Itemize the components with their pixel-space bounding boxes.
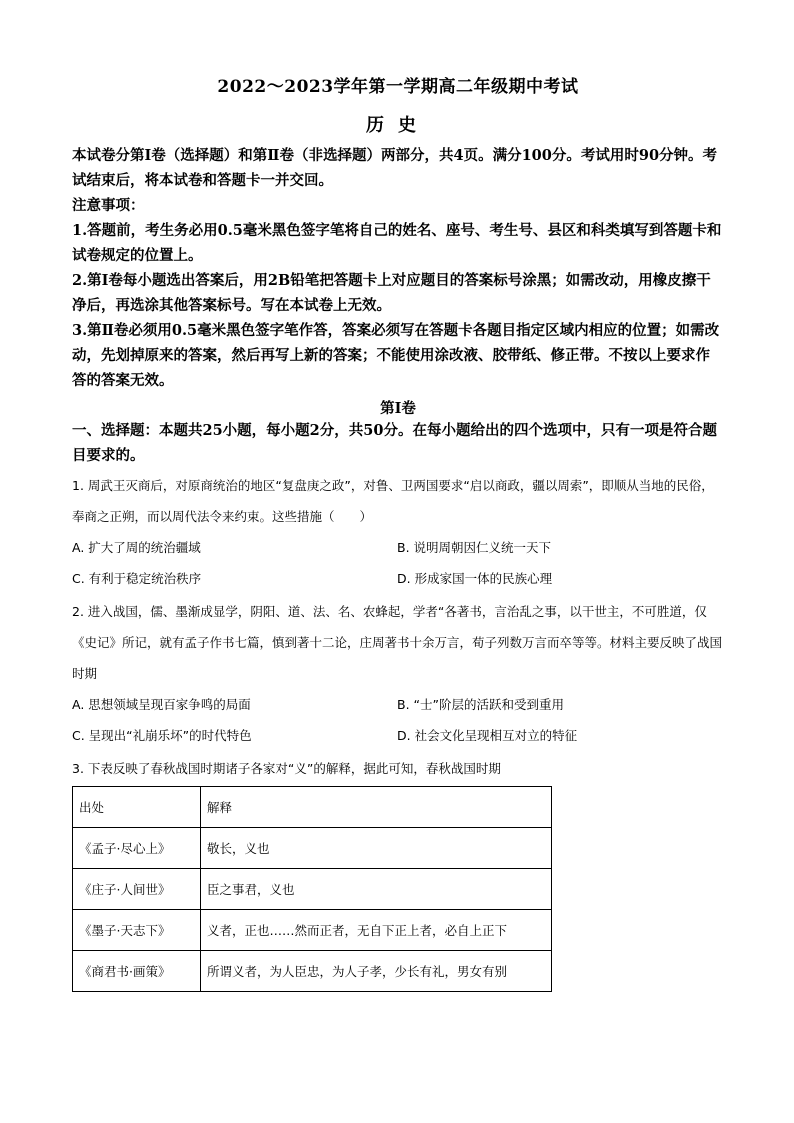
table-header-cell: 解释 (201, 787, 552, 828)
question-2 (72, 596, 724, 751)
table-header-cell: 出处 (73, 787, 201, 828)
question-options (72, 689, 724, 751)
option-d[interactable]: D. 形成家国一体的民族心理 (397, 571, 553, 586)
option-c[interactable]: C. 有利于稳定统治秩序 (72, 571, 202, 586)
table-row (73, 828, 552, 869)
question-stem: 3. 下表反映了春秋战国时期诸子各家对“义”的解释，据此可知，春秋战国时期 (72, 761, 501, 776)
table-row (73, 910, 552, 951)
question-stem: 1. 周武王灭商后，对原商统治的地区“复盘庚之政”，对鲁、卫两国要求“启以商政，疆以周索”，即顺从当地的民俗，奉商之正朔，而以周代法令来约束。这些措施（ ） (72, 478, 714, 524)
exam-title: 2022～2023学年第一学期高二年级期中考试 (217, 77, 579, 97)
option-a[interactable]: A. 扩大了周的统治疆域 (72, 540, 201, 555)
notice-item: 1.答题前，考生务必用0.5毫米黑色签字笔将自己的姓名、座号、考生号、县区和科类填写到答题卡和试卷规定的位置上。 (72, 222, 722, 264)
table-cell: 臣之事君，义也 (201, 869, 552, 910)
table-cell: 《孟子·尽心上》 (73, 828, 201, 869)
exam-page (72, 60, 724, 992)
table-cell: 敬长，义也 (201, 828, 552, 869)
table-row (73, 951, 552, 992)
question-options (72, 532, 724, 594)
table-cell: 所谓义者，为人臣忠，为人子孝，少长有礼，男女有别 (201, 951, 552, 992)
notice-item: 3.第Ⅱ卷必须用0.5毫米黑色签字笔作答，答案必须写在答题卡各题目指定区域内相应的位置；如需改动，先划掉原来的答案，然后再写上新的答案；不能使用涂改液、胶带纸、修正带。不按以上要求作答的答案无效。 (72, 322, 720, 389)
exam-intro: 本试卷分第Ⅰ卷（选择题）和第Ⅱ卷（非选择题）两部分，共4页。满分100分。考试用时90分钟。考试结束后，将本试卷和答题卡一并交回。 (72, 147, 718, 189)
question-3 (72, 753, 724, 992)
section-label: 第Ⅰ卷 (380, 400, 416, 417)
table-cell: 《庄子·人间世》 (73, 869, 201, 910)
section-instruction: 一、选择题：本题共25小题，每小题2分，共50分。在每小题给出的四个选项中，只有一项是符合题目要求的。 (72, 422, 717, 464)
option-a[interactable]: A. 思想领域呈现百家争鸣的局面 (72, 697, 251, 712)
notice-heading: 注意事项： (72, 197, 145, 214)
option-c[interactable]: C. 呈现出“礼崩乐坏”的时代特色 (72, 728, 252, 743)
table-cell: 《墨子·天志下》 (73, 910, 201, 951)
question-1 (72, 470, 724, 594)
option-b[interactable]: B. 说明周朝因仁义统一天下 (397, 540, 552, 555)
option-d[interactable]: D. 社会文化呈现相互对立的特征 (397, 728, 578, 743)
table-header-row (73, 787, 552, 828)
notice-item: 2.第Ⅰ卷每小题选出答案后，用2B铅笔把答题卡上对应题目的答案标号涂黑；如需改动，用橡皮擦干净后，再选涂其他答案标号。写在本试卷上无效。 (72, 272, 711, 314)
table-row (73, 869, 552, 910)
table-cell: 《商君书·画策》 (73, 951, 201, 992)
table-cell: 义者，正也……然而正者，无自下正上者，必自上正下 (201, 910, 552, 951)
option-b[interactable]: B. “士”阶层的活跃和受到重用 (397, 697, 564, 712)
source-table (72, 786, 552, 992)
question-stem: 2. 进入战国，儒、墨渐成显学，阴阳、道、法、名、农蜂起，学者“各著书，言治乱之事，以干世主，不可胜道，仅《史记》所记，就有孟子作书七篇，慎到著十二论，庄周著书十余万言，荀子列数万言而卒等等。材料主要反映了战国时期 (72, 604, 723, 681)
subject-title: 历史 (366, 115, 430, 136)
